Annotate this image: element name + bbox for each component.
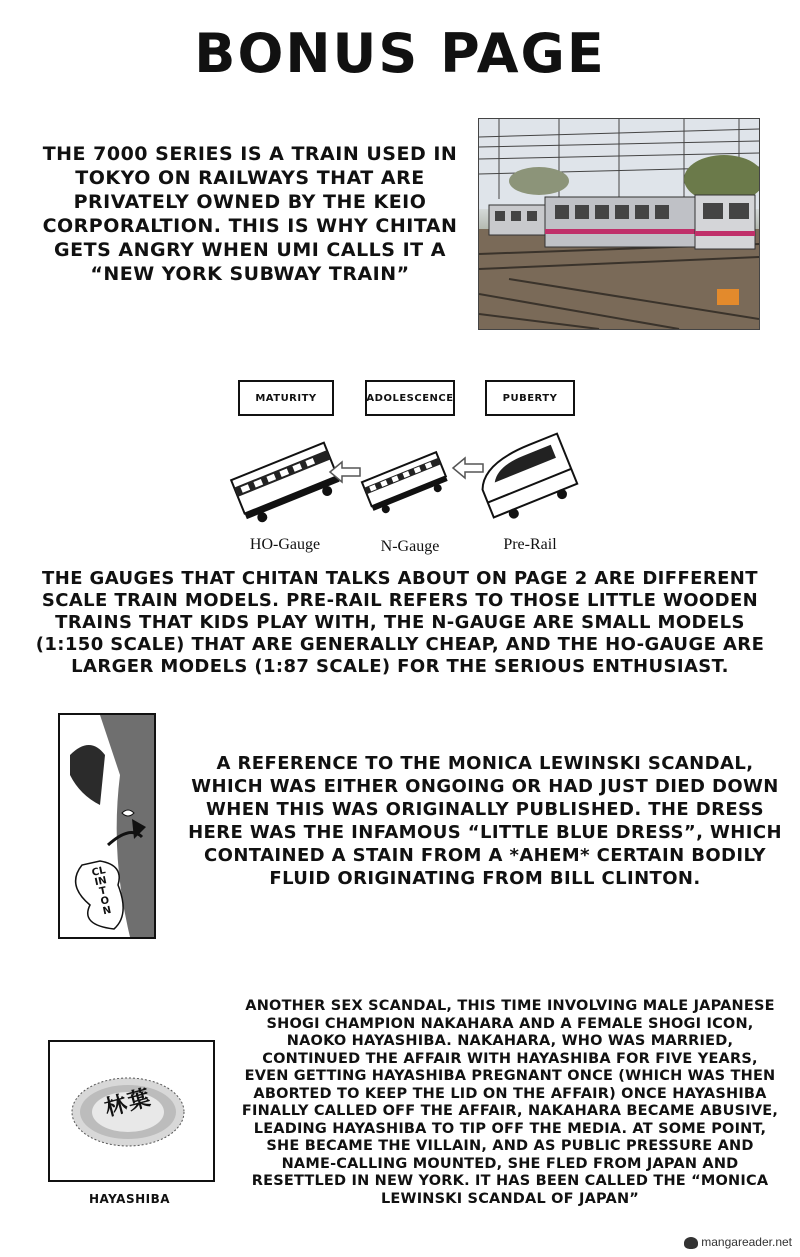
pre-rail-label: Pre-Rail [503, 536, 557, 553]
watermark-text: mangareader.net [701, 1235, 792, 1249]
page-title: BONUS PAGE [194, 22, 606, 85]
stage-maturity-label: MATURITY [238, 380, 334, 416]
stage-puberty-label: PUBERTY [485, 380, 575, 416]
note-7000-series: THE 7000 SERIES IS A TRAIN USED IN TOKYO ON RAILWAYS THAT ARE PRIVATELY OWNED BY THE KEIO CORPORALTION. THIS IS WHY CHITAN GETS ANGRY WHEN UMI CALLS IT A “NEW YORK SUBWAY TRAIN” [42, 143, 458, 285]
clinton-panel [58, 713, 156, 939]
note-gauges: THE GAUGES THAT CHITAN TALKS ABOUT ON PAGE 2 ARE DIFFERENT SCALE TRAIN MODELS. PRE-RAIL REFERS TO THOSE LITTLE WOODEN TRAINS THAT KIDS PLAY WITH, THE N-GAUGE ARE SMALL MODELS (1:150 SCALE) THAT ARE GENERALLY CHEAP, AND THE HO-GAUGE ARE LARGER MODELS (1:87 SCALE) FOR THE SERIOUS ENTHUSIAST. [35, 568, 765, 677]
arrow-left-icon [453, 458, 483, 478]
gauge-diagram [225, 430, 585, 530]
watermark [684, 1235, 792, 1249]
n-gauge-label: N-Gauge [380, 538, 440, 555]
note-lewinski: A REFERENCE TO THE MONICA LEWINSKI SCANDAL, WHICH WAS EITHER ONGOING OR HAD JUST DIED DOWN WHEN THIS WAS ORIGINALLY PUBLISHED. THE DRESS HERE WAS THE INFAMOUS “LITTLE BLUE DRESS”, WHICH CONTAINED A STAIN FROM A *AHEM* CERTAIN BODILY FLUID ORIGINATING FROM BILL CLINTON. [188, 753, 782, 889]
ho-gauge-label: HO-Gauge [249, 536, 321, 553]
train-photo-illustration [479, 119, 759, 329]
watermark-logo-icon [684, 1237, 698, 1249]
ho-gauge-train-icon [231, 443, 343, 528]
train-photo [478, 118, 760, 330]
pre-rail-train-icon [474, 434, 581, 526]
hayashiba-caption: HAYASHIBA [88, 1192, 171, 1206]
hayashiba-kanji: 林葉 [101, 1084, 155, 1122]
clinton-sfx: CLINTON [90, 865, 113, 918]
hayashiba-panel [48, 1040, 215, 1182]
note-hayashiba: ANOTHER SEX SCANDAL, THIS TIME INVOLVING MALE JAPANESE SHOGI CHAMPION NAKAHARA AND A FEMALE SHOGI ICON, NAOKO HAYASHIBA. NAKAHARA, WHO WAS MARRIED, CONTINUED THE AFFAIR WITH HAYASHIBA FOR FIVE YEARS, EVEN GETTING HAYASHIBA PREGNANT ONCE (WHICH WAS THEN ABORTED TO KEEP THE LID ON THE AFFAIR) ONCE HAYASHIBA FINALLY CALLED OFF THE AFFAIR, NAKAHARA BECAME ABUSIVE, LEADING HAYASHIBA TO TIP OFF THE MEDIA. AT SOME POINT, SHE BECAME THE VILLAIN, AND AS PUBLIC PRESSURE AND NAME-CALLING MOUNTED, SHE FLED FROM JAPAN AND RESETTLED IN NEW YORK. IT HAS BEEN CALLED THE “MONICA LEWINSKI SCANDAL OF JAPAN” [241, 998, 779, 1207]
stage-adolescence-label: ADOLESCENCE [365, 380, 455, 416]
n-gauge-train-icon [362, 452, 450, 517]
